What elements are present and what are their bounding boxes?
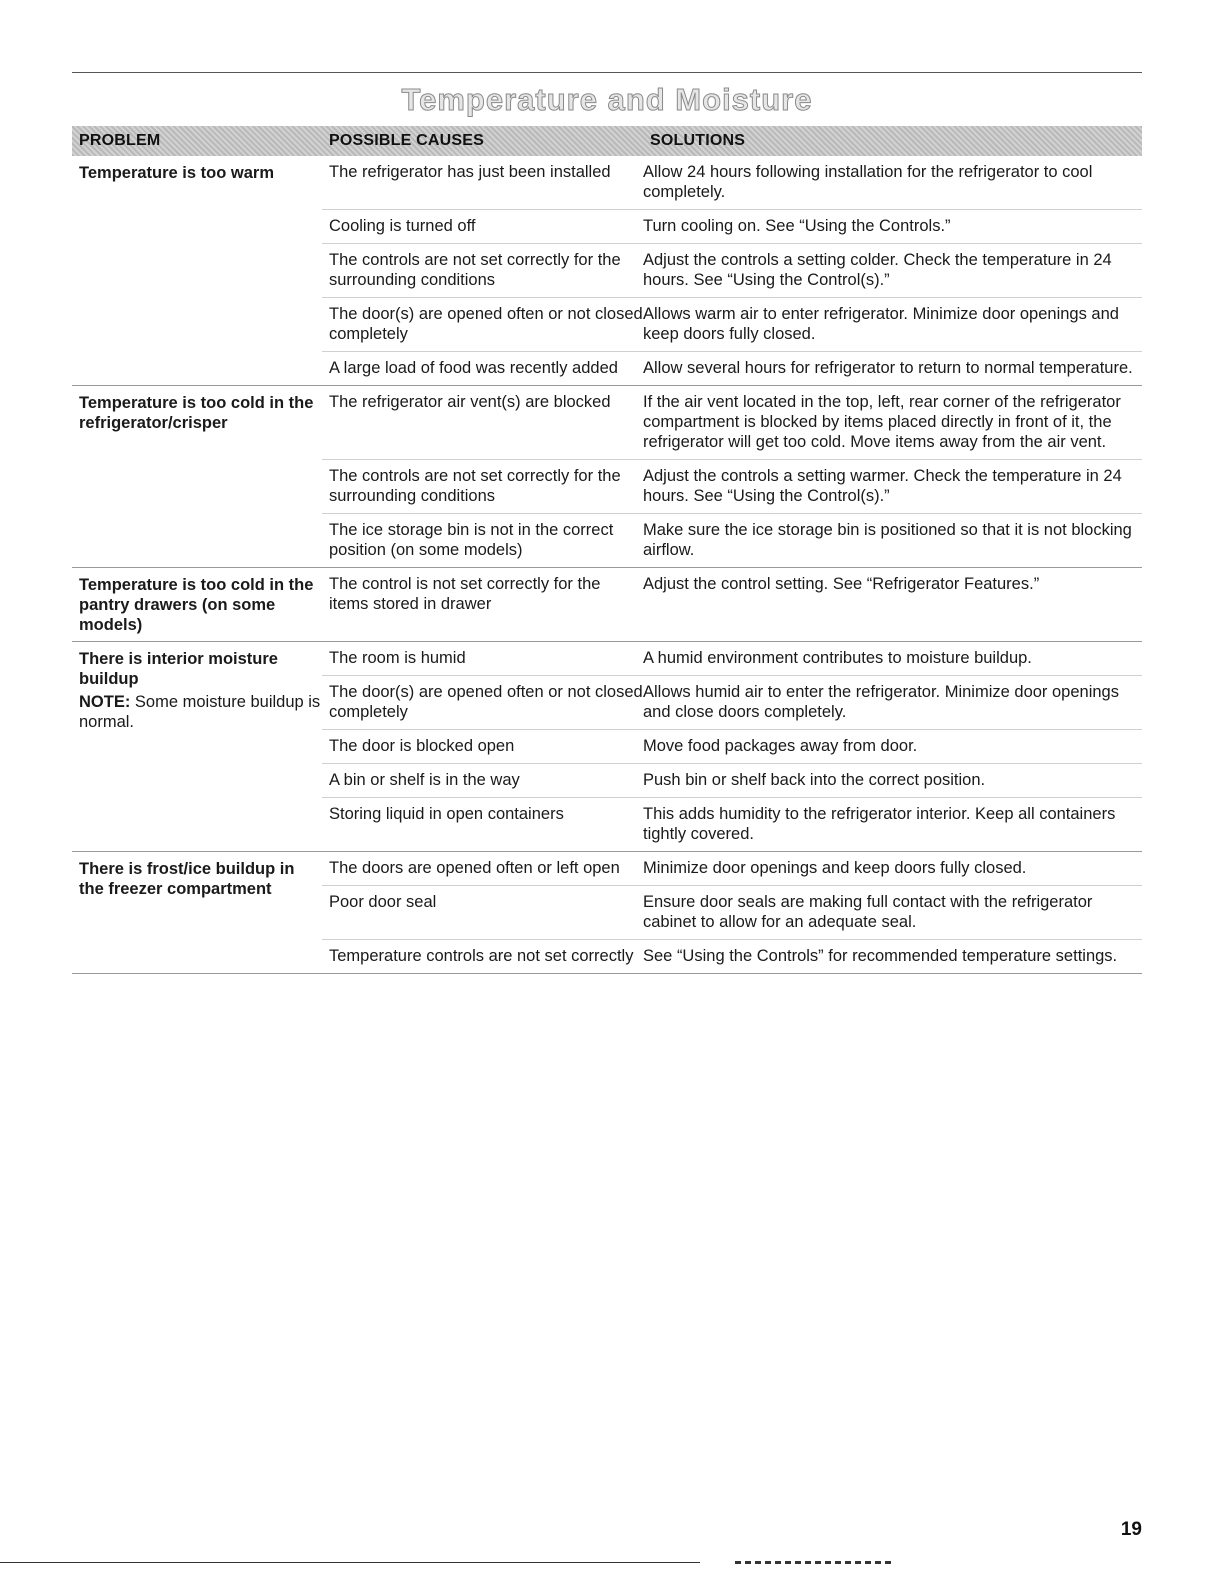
solution-text: Move food packages away from door.	[643, 737, 918, 755]
table-row	[322, 798, 1142, 851]
cause-text: Temperature controls are not set correctly	[329, 947, 634, 965]
cause-text: The control is not set correctly for the items stored in drawer	[329, 575, 601, 613]
note-label: NOTE:	[79, 693, 131, 711]
cause-text: A large load of food was recently added	[329, 359, 618, 377]
solution-text: Ensure door seals are making full contact with the refrigerator cabinet to allow for an adequate seal.	[643, 893, 1093, 931]
solution-text: Adjust the controls a setting colder. Check the temperature in 24 hours. See “Using the Control(s).”	[643, 251, 1112, 289]
solution-text: A humid environment contributes to moisture buildup.	[643, 649, 1032, 667]
cause-solution-list	[322, 386, 1142, 567]
problem-group	[72, 642, 1142, 852]
bottom-rule	[0, 1562, 700, 1563]
problem-cell	[72, 642, 322, 851]
cause-text: The controls are not set correctly for the surrounding conditions	[329, 251, 621, 289]
scan-artifact	[735, 1561, 895, 1564]
problem-cell	[72, 156, 322, 385]
solution-text: Minimize door openings and keep doors fully closed.	[643, 859, 1027, 877]
page-number: 19	[1120, 1519, 1142, 1540]
cause-solution-list	[322, 156, 1142, 385]
problem-note	[79, 692, 322, 732]
solution-text: Adjust the controls a setting warmer. Check the temperature in 24 hours. See “Using the Control(s).”	[643, 467, 1122, 505]
cause-solution-list	[322, 852, 1142, 973]
table-row	[322, 352, 1142, 385]
top-rule	[72, 72, 1142, 73]
header-solutions: SOLUTIONS	[650, 132, 746, 149]
solution-text: Allows warm air to enter refrigerator. Minimize door openings and keep doors fully closed.	[643, 305, 1119, 343]
problem-title: There is interior moisture buildup	[79, 650, 278, 688]
section-title: Temperature and Moisture	[401, 82, 813, 117]
problem-group	[72, 852, 1142, 974]
problem-cell	[72, 386, 322, 567]
cause-text: The door(s) are opened often or not closed completely	[329, 683, 643, 721]
problem-title: Temperature is too cold in the refrigerator/crisper	[79, 394, 314, 432]
cause-solution-list	[322, 642, 1142, 851]
table-row	[322, 730, 1142, 764]
cause-text: The door is blocked open	[329, 737, 515, 755]
solution-text: Allow 24 hours following installation for the refrigerator to cool completely.	[643, 163, 1093, 201]
cause-solution-list	[322, 568, 1142, 641]
table-row	[322, 210, 1142, 244]
table-row	[322, 886, 1142, 940]
troubleshooting-table	[72, 126, 1142, 974]
table-row	[322, 156, 1142, 210]
cause-text: The door(s) are opened often or not closed completely	[329, 305, 643, 343]
cause-text: The refrigerator air vent(s) are blocked	[329, 393, 611, 411]
problem-title: There is frost/ice buildup in the freezer compartment	[79, 860, 295, 898]
table-row	[322, 244, 1142, 298]
note-text: Some moisture buildup is normal.	[79, 693, 321, 731]
cause-text: Cooling is turned off	[329, 217, 476, 235]
table-row	[322, 764, 1142, 798]
solution-text: Allows humid air to enter the refrigerator. Minimize door openings and close doors completely.	[643, 683, 1119, 721]
problem-group	[72, 156, 1142, 386]
solution-text: If the air vent located in the top, left, rear corner of the refrigerator compartment is blocked by items placed directly in front of it, the refrigerator will get too cold. Move items away from the air vent.	[643, 393, 1121, 451]
solution-text: See “Using the Controls” for recommended temperature settings.	[643, 947, 1118, 965]
cause-text: The ice storage bin is not in the correct position (on some models)	[329, 521, 614, 559]
table-row	[322, 460, 1142, 514]
table-row	[322, 568, 1142, 641]
cause-text: The refrigerator has just been installed	[329, 163, 611, 181]
table-row	[322, 386, 1142, 460]
problem-cell	[72, 852, 322, 973]
cause-text: The room is humid	[329, 649, 466, 667]
solution-text: Adjust the control setting. See “Refrigerator Features.”	[643, 575, 1040, 593]
cause-text: The doors are opened often or left open	[329, 859, 620, 877]
table-row	[322, 940, 1142, 973]
solution-text: Make sure the ice storage bin is positioned so that it is not blocking airflow.	[643, 521, 1132, 559]
header-possible-causes: POSSIBLE CAUSES	[329, 132, 485, 149]
table-row	[322, 642, 1142, 676]
solution-text: Turn cooling on. See “Using the Controls.”	[643, 217, 951, 235]
solution-text: Push bin or shelf back into the correct position.	[643, 771, 986, 789]
header-problem: PROBLEM	[79, 132, 161, 149]
cause-text: A bin or shelf is in the way	[329, 771, 520, 789]
cause-text: Storing liquid in open containers	[329, 805, 564, 823]
table-row	[322, 852, 1142, 886]
problem-group	[72, 386, 1142, 568]
table-header	[72, 126, 1142, 156]
solution-text: This adds humidity to the refrigerator interior. Keep all containers tightly covered.	[643, 805, 1116, 843]
problem-title: Temperature is too cold in the pantry drawers (on some models)	[79, 576, 314, 634]
solution-text: Allow several hours for refrigerator to return to normal temperature.	[643, 359, 1133, 377]
problem-cell	[72, 568, 322, 641]
table-row	[322, 676, 1142, 730]
table-row	[322, 298, 1142, 352]
problem-group	[72, 568, 1142, 642]
cause-text: Poor door seal	[329, 893, 437, 911]
problem-title: Temperature is too warm	[79, 164, 274, 182]
table-row	[322, 514, 1142, 567]
cause-text: The controls are not set correctly for the surrounding conditions	[329, 467, 621, 505]
